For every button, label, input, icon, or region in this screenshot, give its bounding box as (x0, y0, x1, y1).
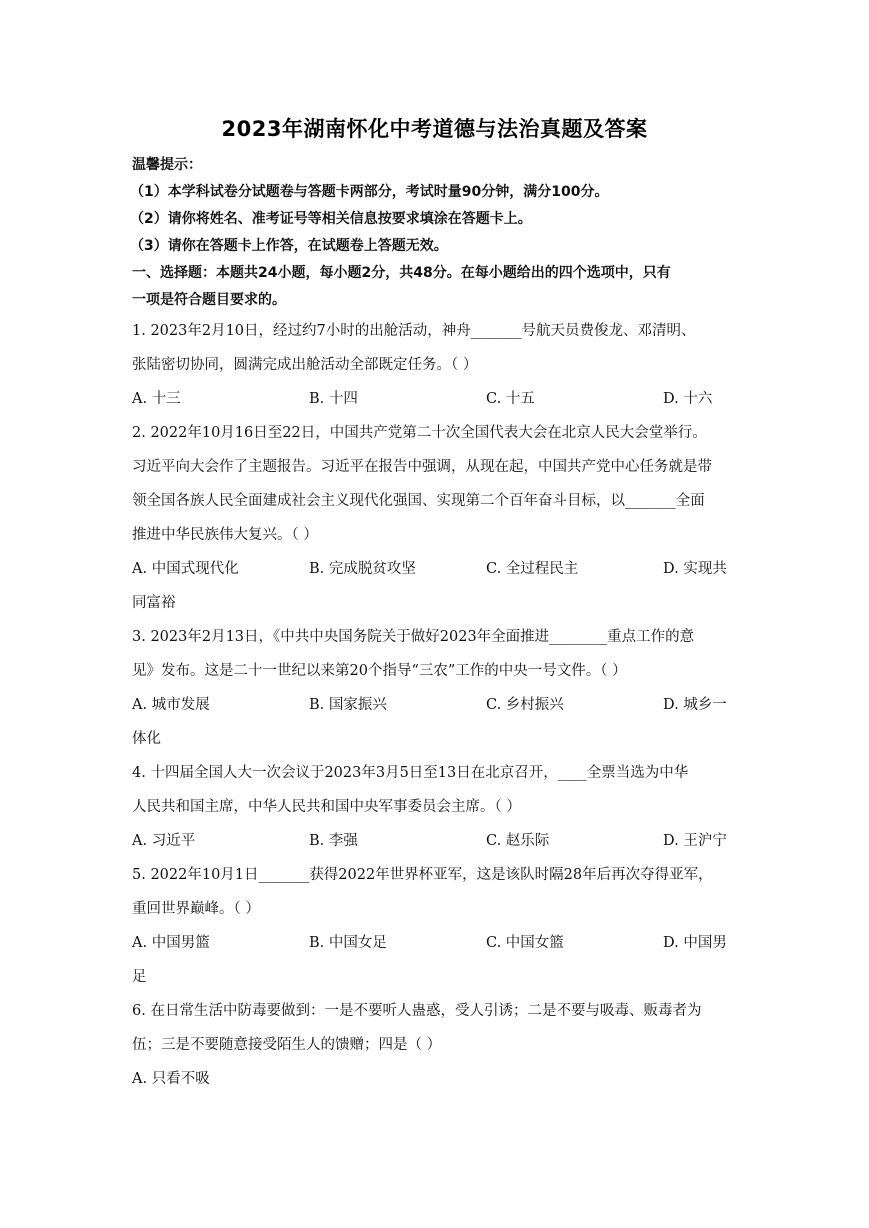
question-2-line-1: 2. 2022年10月16日至22日，中国共产党第二十次全国代表大会在北京人民大会堂举行。 (132, 425, 707, 441)
question-1-option-d: D. 十六 (663, 391, 713, 407)
question-5-option-d: D. 中国男 (663, 935, 727, 951)
question-2-option-b: B. 完成脱贫攻坚 (309, 561, 416, 577)
question-1-line-2: 张陆密切协同，圆满完成出舱活动全部既定任务。（ ） (132, 357, 478, 373)
notice-item-2: （2）请你将姓名、准考证号等相关信息按要求填涂在答题卡上。 (130, 211, 532, 227)
question-5-option-d-continued: 足 (132, 969, 147, 985)
notice-item-3: （3）请你在答题卡上作答，在试题卷上答题无效。 (130, 238, 448, 254)
section-heading-line-2: 一项是符合题目要求的。 (132, 292, 286, 308)
question-2-option-d-continued: 同富裕 (132, 595, 176, 611)
question-2-option-c: C. 全过程民主 (486, 561, 579, 577)
question-3-option-c: C. 乡村振兴 (486, 697, 564, 713)
question-6-line-1: 6. 在日常生活中防毒要做到：一是不要听人蛊惑，受人引诱；二是不要与吸毒、贩毒者为 (132, 1003, 702, 1019)
question-4-option-a: A. 习近平 (132, 833, 196, 849)
question-5-line-1: 5. 2022年10月1日_______获得2022年世界杯亚军，这是该队时隔28年后再次夺得亚军， (132, 867, 713, 883)
section-heading-line-1: 一、选择题：本题共24小题，每小题2分，共48分。在每小题给出的四个选项中，只有 (132, 265, 671, 281)
question-3-option-b: B. 国家振兴 (309, 697, 387, 713)
question-3-option-d-continued: 体化 (132, 731, 161, 747)
question-5-option-b: B. 中国女足 (309, 935, 387, 951)
notice-heading: 温馨提示： (132, 157, 202, 173)
question-2-option-d: D. 实现共 (663, 561, 727, 577)
question-3-line-2: 见》发布。这是二十一世纪以来第20个指导“三农”工作的中央一号文件。（ ） (132, 663, 627, 679)
notice-item-1: （1）本学科试卷分试题卷与答题卡两部分，考试时量90分钟，满分100分。 (130, 184, 609, 200)
question-3-option-d: D. 城乡一 (663, 697, 727, 713)
question-4-option-b: B. 李强 (309, 833, 358, 849)
question-4-option-d: D. 王沪宁 (663, 833, 727, 849)
question-2-line-3: 领全国各族人民全面建成社会主义现代化强国、实现第二个百年奋斗目标，以_______全面 (132, 493, 705, 509)
question-3-option-a: A. 城市发展 (132, 697, 210, 713)
question-2-line-4: 推进中华民族伟大复兴。（ ） (132, 527, 318, 543)
question-1-line-1: 1. 2023年2月10日，经过约7小时的出舱活动，神舟_______号航天员费俊龙、邓清明、 (132, 323, 696, 339)
question-6-option-a: A. 只看不吸 (132, 1071, 210, 1087)
question-1-option-c: C. 十五 (486, 391, 535, 407)
question-2-option-a: A. 中国式现代化 (132, 561, 239, 577)
question-3-line-1: 3. 2023年2月13日，《中共中央国务院关于做好2023年全面推进________重点工作的意 (132, 629, 695, 645)
question-4-line-2: 人民共和国主席，中华人民共和国中央军事委员会主席。（ ） (132, 799, 521, 815)
question-1-option-a: A. 十三 (132, 391, 181, 407)
document-title: 2023年湖南怀化中考道德与法治真题及答案 (221, 117, 648, 141)
question-5-option-c: C. 中国女篮 (486, 935, 564, 951)
question-6-line-2: 伍；三是不要随意接受陌生人的馈赠；四是（ ） (132, 1037, 442, 1053)
question-2-line-2: 习近平向大会作了主题报告。习近平在报告中强调，从现在起，中国共产党中心任务就是带 (132, 459, 712, 475)
question-5-line-2: 重回世界巅峰。（ ） (132, 901, 260, 917)
question-4-option-c: C. 赵乐际 (486, 833, 550, 849)
question-4-line-1: 4. 十四届全国人大一次会议于2023年3月5日至13日在北京召开，____全票当选为中华 (132, 765, 689, 781)
question-1-option-b: B. 十四 (309, 391, 358, 407)
question-5-option-a: A. 中国男篮 (132, 935, 210, 951)
